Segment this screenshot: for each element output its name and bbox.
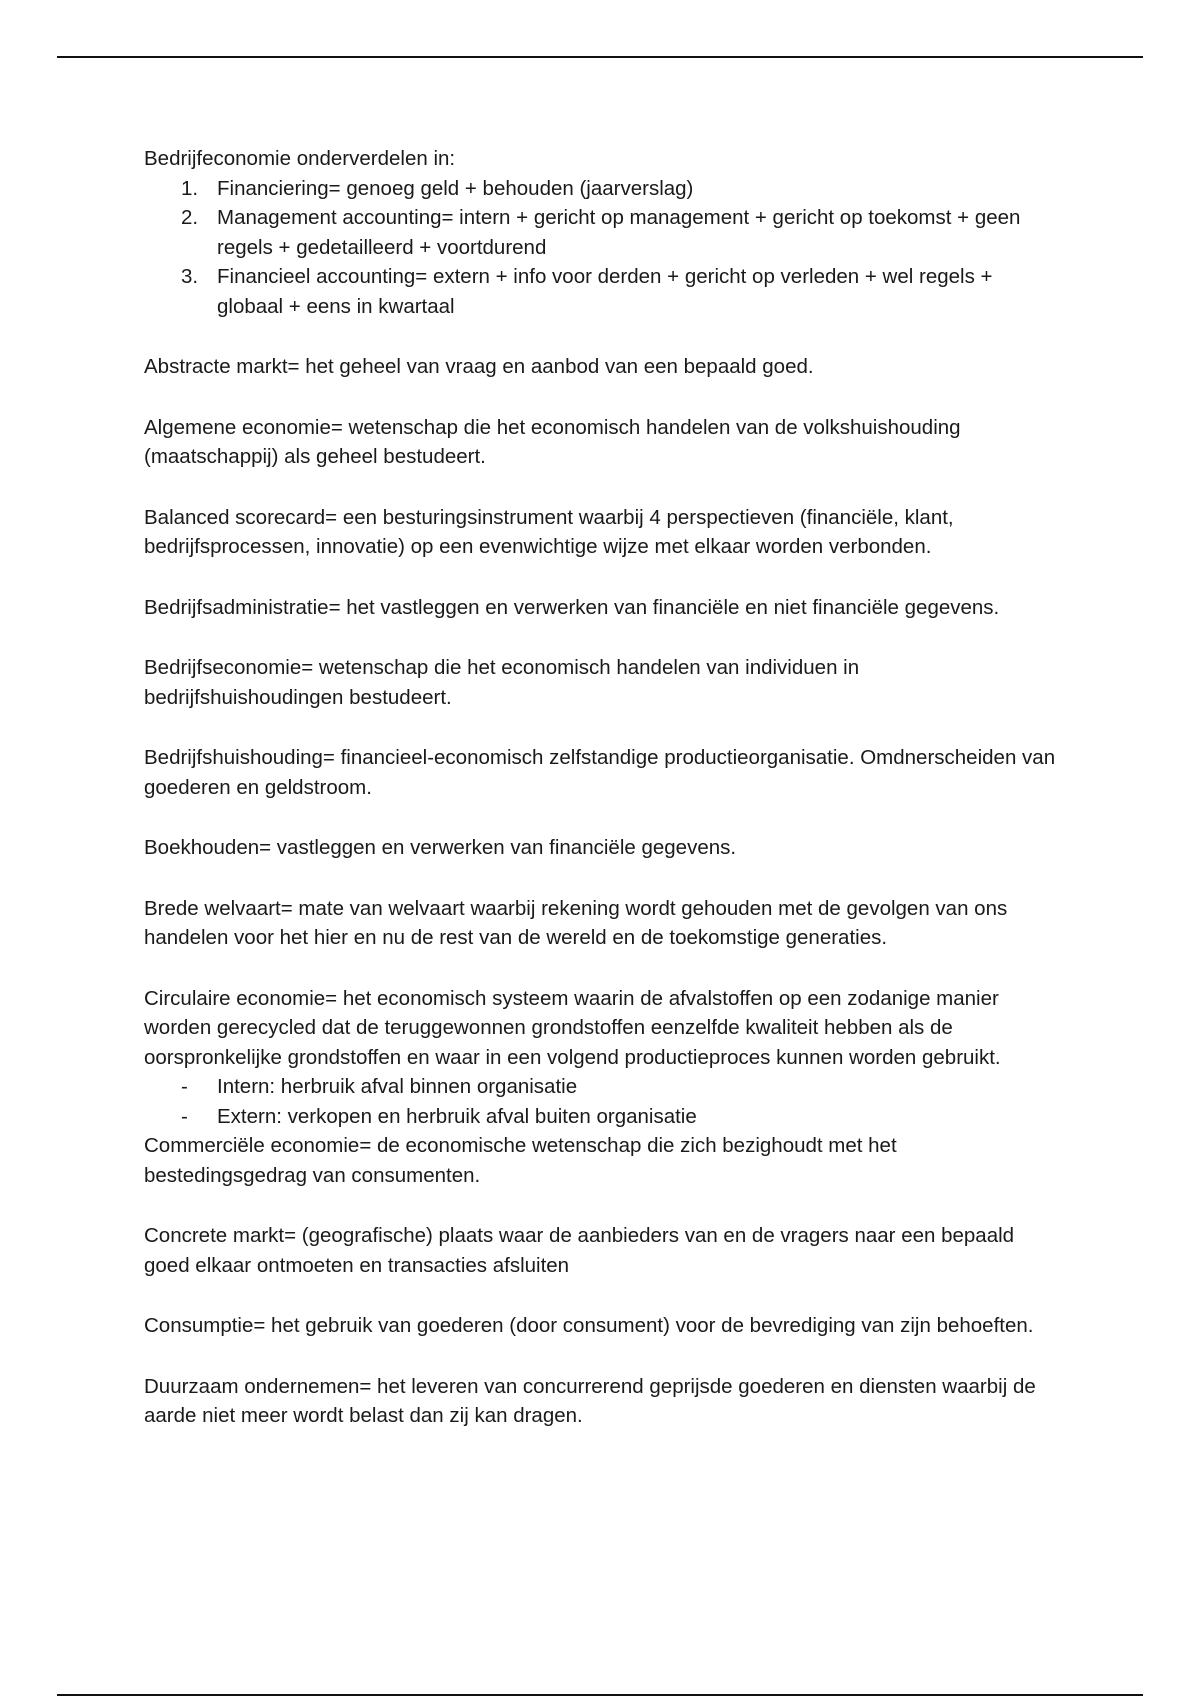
intro-line: Bedrijfeconomie onderverdelen in: bbox=[144, 147, 456, 170]
list-item: 1. Financiering= genoeg geld + behouden (jaarverslag) bbox=[181, 176, 694, 200]
definition-duurzaam-ondernemen: Duurzaam ondernemen= het leveren van concurrerend geprijsde goederen en diensten waarbij de aarde niet meer wordt belast dan zij kan dragen. bbox=[144, 1374, 1036, 1427]
document-body bbox=[144, 144, 1064, 1431]
list-item: 2. Management accounting= intern + gericht op management + gericht op toekomst + geen regels + gedetailleerd + voortdurend bbox=[181, 206, 1021, 259]
definition-bedrijfshuishouding: Bedrijfshuishouding= financieel-economisch zelfstandige productieorganisatie. Omdnerscheiden van goederen en geldstroom. bbox=[144, 746, 1056, 799]
footer-rule bbox=[57, 1694, 1143, 1696]
definition-bedrijfsadministratie: Bedrijfsadministratie= het vastleggen en verwerken van financiële en niet financiële gegevens. bbox=[144, 595, 1000, 619]
definition-abstracte-markt: Abstracte markt= het geheel van vraag en aanbod van een bepaald goed. bbox=[144, 355, 814, 378]
list-item: - Intern: herbruik afval binnen organisatie bbox=[181, 1075, 578, 1098]
definition-algemene-economie: Algemene economie= wetenschap die het economisch handelen van de volkshuishouding (maatschappij) als geheel bestudeert. bbox=[144, 415, 961, 468]
definition-balanced-scorecard: Balanced scorecard= een besturingsinstrument waarbij 4 perspectieven (financiële, klant, bedrijfsprocessen, innovatie) op een evenwichtige wijze met elkaar worden verbonden. bbox=[144, 505, 954, 558]
definition-circulaire-economie: Circulaire economie= het economisch systeem waarin de afvalstoffen op een zodanige manier worden gerecycled dat de teruggewonnen grondstoffen eenzelfde kwaliteit hebben als de oorspronkelijke grondstoffen en waar in een volgend productieproces kunnen worden gebruikt. bbox=[144, 986, 1001, 1069]
header-rule bbox=[57, 56, 1143, 58]
definition-commerciele-economie: Commerciële economie= de economische wetenschap die zich bezighoudt met het bestedingsgedrag van consumenten. bbox=[144, 1134, 897, 1187]
definition-concrete-markt: Concrete markt= (geografische) plaats waar de aanbieders van en de vragers naar een bepaald goed elkaar ontmoeten en transacties afsluiten bbox=[144, 1224, 1015, 1277]
list-item: - Extern: verkopen en herbruik afval buiten organisatie bbox=[181, 1104, 697, 1128]
bullet-list bbox=[144, 1072, 1064, 1131]
list-item: 3. Financieel accounting= extern + info voor derden + gericht op verleden + wel regels + globaal + eens in kwartaal bbox=[181, 265, 993, 318]
definition-bedrijfseconomie: Bedrijfseconomie= wetenschap die het economisch handelen van individuen in bedrijfshuishoudingen bestudeert. bbox=[144, 656, 860, 709]
definition-brede-welvaart: Brede welvaart= mate van welvaart waarbij rekening wordt gehouden met de gevolgen van ons handelen voor het hier en nu de rest van de wereld en de toekomstige generaties. bbox=[144, 896, 1008, 949]
numbered-list bbox=[144, 174, 1064, 322]
definition-consumptie: Consumptie= het gebruik van goederen (door consument) voor de bevrediging van zijn behoeften. bbox=[144, 1314, 1034, 1337]
definition-boekhouden: Boekhouden= vastleggen en verwerken van financiële gegevens. bbox=[144, 836, 737, 859]
